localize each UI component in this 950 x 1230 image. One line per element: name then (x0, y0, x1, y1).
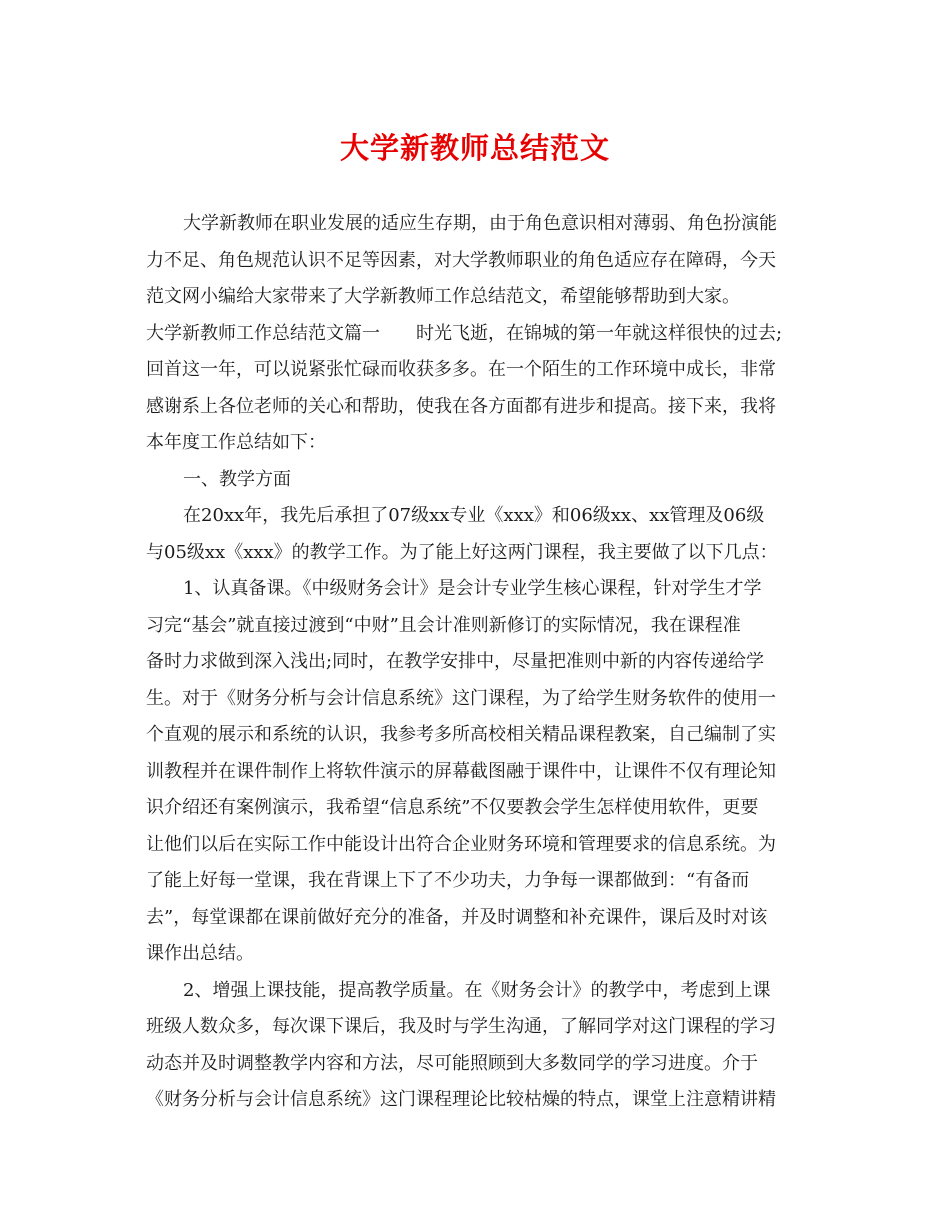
text-line: 大学新教师在职业发展的适应生存期，由于角色意识相对薄弱、角色扮演能 (183, 213, 777, 234)
text-line: 与05级xx《xxx》的教学工作。为了能上好这两门课程，我主要做了以下几点： (146, 541, 778, 563)
text-line: 课作出总结。 (146, 943, 254, 964)
text-line: 2、增强上课技能，提高教学质量。在《财务会计》的教学中，考虑到上课 (183, 979, 771, 1001)
text-line: 了能上好每一堂课，我在背课上下了不少功夫，力争每一课都做到：“有备而 (146, 870, 750, 891)
text-line: 在20xx年，我先后承担了07级xx专业《xxx》和06级xx、xx管理及06级 (183, 505, 765, 526)
text-line: 动态并及时调整教学内容和方法，尽可能照顾到大多数同学的学习进度。介于 (146, 1052, 758, 1074)
text-line: 备时力求做到深入浅出;同时，在教学安排中，尽量把准则中新的内容传递给学 (146, 651, 765, 672)
text-line: 训教程并在课件制作上将软件演示的屏幕截图融于课件中，让课件不仅有理论知 (146, 760, 776, 782)
text-line: 识介绍还有案例演示，我希望“信息系统”不仅要教会学生怎样使用软件，更要 (146, 797, 759, 818)
text-line: 习完“基会”就直接过渡到“中财”且会计准则新修订的实际情况，我在课程准 (146, 614, 741, 636)
document-title: 大学新教师总结范文 (339, 131, 610, 165)
text-line: 《财务分析与会计信息系统》这门课程理论比较枯燥的特点，课堂上注意精讲精 (146, 1089, 776, 1110)
text-line: 去”，每堂课都在课前做好充分的准备，并及时调整和补充课件，课后及时对该 (146, 906, 768, 928)
text-line: 个直观的展示和系统的认识，我参考多所高校相关精品课程教案，自己编制了实 (146, 724, 776, 745)
text-line: 回首这一年，可以说紧张忙碌而收获多多。在一个陌生的工作环境中成长，非常 (146, 359, 776, 380)
document-body (146, 206, 806, 1119)
section-heading: 一、教学方面 (183, 468, 291, 490)
text-line: 大学新教师工作总结范文篇一 时光飞逝，在锦城的第一年就这样很快的过去; (146, 322, 783, 344)
text-line: 范文网小编给大家带来了大学新教师工作总结范文，希望能够帮助到大家。 (146, 286, 740, 307)
text-line: 力不足、角色规范认识不足等因素，对大学教师职业的角色适应存在障碍，今天 (146, 249, 776, 271)
text-line: 生。对于《财务分析与会计信息系统》这门课程，为了给学生财务软件的使用一 (146, 687, 776, 709)
text-line: 感谢系上各位老师的关心和帮助，使我在各方面都有进步和提高。接下来，我将 (146, 395, 776, 417)
text-line: 班级人数众多，每次课下课后，我及时与学生沟通，了解同学对这门课程的学习 (146, 1016, 776, 1037)
text-line: 让他们以后在实际工作中能设计出符合企业财务环境和管理要求的信息系统。为 (146, 833, 776, 855)
text-line: 本年度工作总结如下： (146, 432, 326, 453)
text-line: 1、认真备课。《中级财务会计》是会计专业学生核心课程，针对学生才学 (183, 578, 762, 599)
